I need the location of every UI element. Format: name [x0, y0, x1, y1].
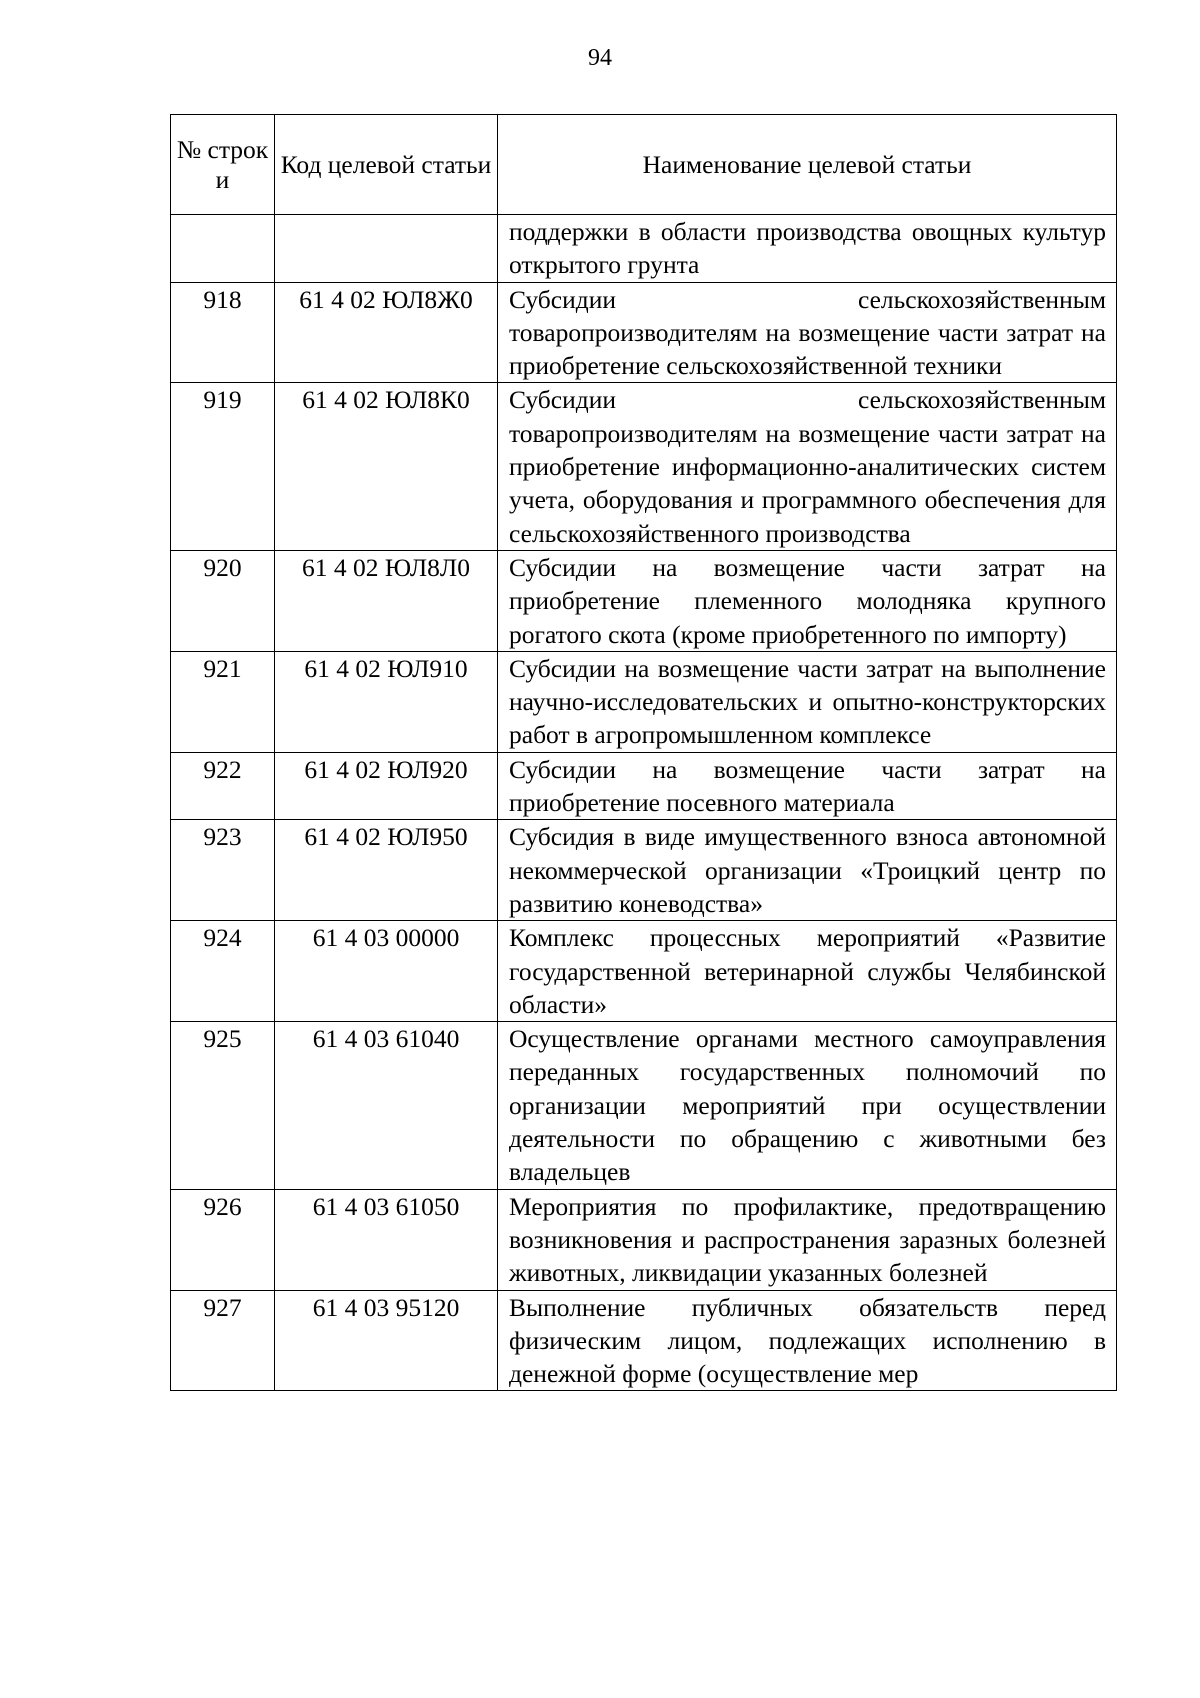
- target-name-cell: Субсидии сельскохозяйственным товаропроизводителям на возмещение части затрат на приобретение сельскохозяйственной техники: [498, 282, 1117, 383]
- table-row: [171, 550, 1117, 651]
- table-row: [171, 1022, 1117, 1189]
- row-number-cell: 923: [171, 820, 275, 921]
- target-code-cell: 61 4 03 61050: [275, 1189, 498, 1290]
- target-name-cell: Мероприятия по профилактике, предотвращению возникновения и распространения заразных болезней животных, ликвидации указанных болезней: [498, 1189, 1117, 1290]
- target-name-cell: Субсидии на возмещение части затрат на приобретение посевного материала: [498, 752, 1117, 820]
- target-name-cell: Осуществление органами местного самоуправления переданных государственных полномочий по организации мероприятий при осуществлении деятельности по обращению с животными без владельцев: [498, 1022, 1117, 1189]
- table-row: [171, 1290, 1117, 1391]
- page-number: 94: [588, 45, 612, 71]
- target-name-cell: Комплекс процессных мероприятий «Развитие государственной ветеринарной службы Челябинской области»: [498, 921, 1117, 1022]
- table-body: [171, 215, 1117, 1391]
- target-code-cell: 61 4 03 00000: [275, 921, 498, 1022]
- row-number-cell: 918: [171, 282, 275, 383]
- header-target-name: Наименование целевой статьи: [498, 115, 1117, 215]
- row-number-cell: 927: [171, 1290, 275, 1391]
- target-name-cell: поддержки в области производства овощных культур открытого грунта: [498, 215, 1117, 283]
- row-number-cell: 920: [171, 550, 275, 651]
- row-number-cell: 925: [171, 1022, 275, 1189]
- table-row: [171, 651, 1117, 752]
- table-header: [171, 115, 1117, 215]
- target-name-cell: Субсидия в виде имущественного взноса автономной некоммерческой организации «Троицкий центр по развитию коневодства»: [498, 820, 1117, 921]
- row-number-cell: 921: [171, 651, 275, 752]
- table-row: [171, 921, 1117, 1022]
- row-number-cell: 926: [171, 1189, 275, 1290]
- target-code-cell: [275, 215, 498, 283]
- header-row-number: № строк и: [171, 115, 275, 215]
- target-code-cell: 61 4 03 61040: [275, 1022, 498, 1189]
- row-number-cell: [171, 215, 275, 283]
- target-name-cell: Выполнение публичных обязательств перед физическим лицом, подлежащих исполнению в денежной форме (осуществление мер: [498, 1290, 1117, 1391]
- target-name-cell: Субсидии на возмещение части затрат на выполнение научно-исследовательских и опытно-конструкторских работ в агропромышленном комплексе: [498, 651, 1117, 752]
- target-code-cell: 61 4 02 ЮЛ910: [275, 651, 498, 752]
- table-row: [171, 383, 1117, 550]
- target-code-cell: 61 4 03 95120: [275, 1290, 498, 1391]
- target-code-cell: 61 4 02 ЮЛ920: [275, 752, 498, 820]
- table-row: [171, 282, 1117, 383]
- table-row: [171, 1189, 1117, 1290]
- target-name-cell: Субсидии сельскохозяйственным товаропроизводителям на возмещение части затрат на приобретение информационно-аналитических систем учета, оборудования и программного обеспечения для сельскохозяйственного производства: [498, 383, 1117, 550]
- target-code-cell: 61 4 02 ЮЛ8Л0: [275, 550, 498, 651]
- target-code-cell: 61 4 02 ЮЛ8К0: [275, 383, 498, 550]
- table-row: [171, 215, 1117, 283]
- target-articles-table: [170, 114, 1117, 1391]
- table-row: [171, 820, 1117, 921]
- target-code-cell: 61 4 02 ЮЛ950: [275, 820, 498, 921]
- target-code-cell: 61 4 02 ЮЛ8Ж0: [275, 282, 498, 383]
- row-number-cell: 919: [171, 383, 275, 550]
- table-row: [171, 752, 1117, 820]
- target-name-cell: Субсидии на возмещение части затрат на приобретение племенного молодняка крупного рогатого скота (кроме приобретенного по импорту): [498, 550, 1117, 651]
- row-number-cell: 922: [171, 752, 275, 820]
- header-row: [171, 115, 1117, 215]
- header-target-code: Код целевой статьи: [275, 115, 498, 215]
- row-number-cell: 924: [171, 921, 275, 1022]
